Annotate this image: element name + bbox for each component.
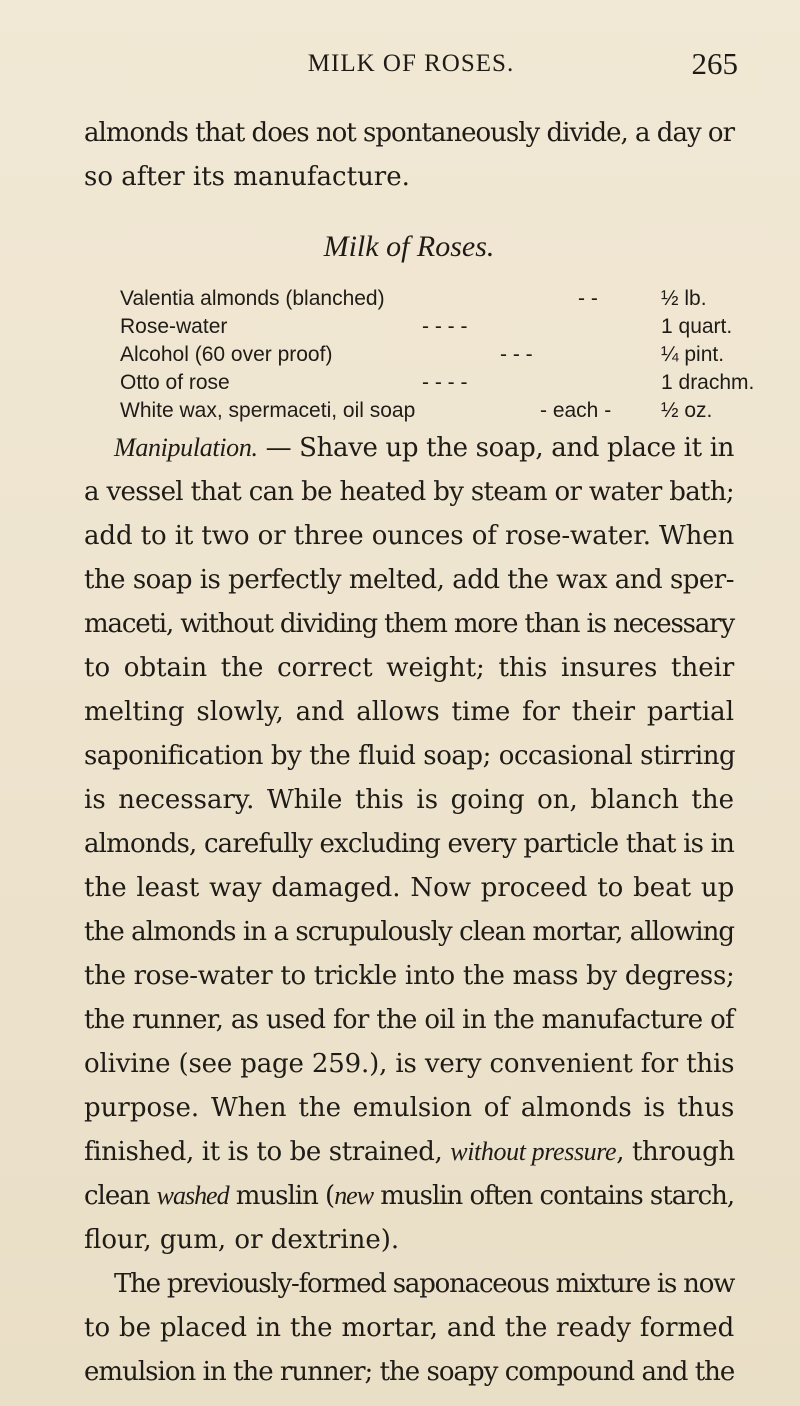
running-head-title: MILK OF ROSES.	[307, 50, 515, 77]
text-line: purpose. When the emulsion of almonds is thus	[84, 1093, 735, 1123]
text-line: maceti, without dividing them more than is necessary	[84, 609, 734, 639]
text-line: The previously-formed saponaceous mixture is now	[114, 1269, 735, 1299]
text-line: is necessary. While this is going on, blanch the	[84, 785, 734, 815]
emphasis: without pressure	[450, 1137, 617, 1166]
text-line: add to it two or three ounces of rose-water. When	[84, 521, 735, 551]
quantity: ½ lb.	[661, 287, 707, 310]
text-line: the runner, as used for the oil in the manufacture of	[84, 1005, 734, 1035]
recipe-row	[120, 341, 750, 369]
text-line: flour, gum, or dextrine).	[84, 1225, 400, 1255]
ingredient: Otto of rose	[120, 371, 230, 394]
recipe-heading: Milk of Roses.	[323, 230, 495, 263]
opening-paragraph	[84, 111, 734, 199]
leader-dashes: - - - -	[422, 315, 468, 338]
quantity: 1 drachm.	[661, 371, 755, 394]
quantity: ½ oz.	[661, 399, 713, 422]
text-line: to be placed in the mortar, and the ready formed	[84, 1313, 735, 1343]
manipulation-label: Manipulation.	[114, 433, 258, 462]
leader-dashes: - - -	[500, 343, 533, 366]
leader-dashes: - -	[578, 287, 598, 310]
text-line: almonds, carefully excluding every particle that is in	[84, 829, 734, 859]
emphasis: washed	[156, 1181, 229, 1210]
text-line: the rose-water to trickle into the mass by degress;	[84, 961, 735, 991]
leader-dashes: - each -	[540, 399, 612, 422]
text-line: finished, it is to be strained, without pressure, through	[84, 1137, 735, 1167]
text-line: olivine (see page 259.), is very convenient for this	[84, 1049, 735, 1079]
text-line: a vessel that can be heated by steam or water bath;	[84, 477, 734, 507]
ingredient: Rose-water	[120, 315, 228, 338]
recipe-row	[120, 397, 750, 425]
ingredient: Alcohol (60 over proof)	[120, 343, 333, 366]
text-line: melting slowly, and allows time for their partial	[84, 697, 735, 727]
recipe-list	[120, 285, 755, 425]
text-line: to obtain the correct weight; this insures their	[84, 653, 735, 683]
text-line: the least way damaged. Now proceed to beat up	[84, 873, 735, 903]
quantity: ¼ pint.	[661, 343, 725, 366]
text-line: Manipulation. — Shave up the soap, and place it in	[114, 433, 735, 463]
text-line: the almonds in a scrupulously clean mortar, allowing	[84, 917, 735, 947]
text-line: so after its manufacture.	[84, 162, 410, 192]
ingredient: White wax, spermaceti, oil soap	[120, 399, 416, 422]
text-line: saponification by the fluid soap; occasional stirring	[84, 741, 736, 771]
ingredient: Valentia almonds (blanched)	[120, 287, 385, 310]
running-head	[84, 46, 738, 86]
recipe-row	[120, 369, 755, 397]
recipe-row	[120, 285, 750, 313]
text-line: emulsion in the runner; the soapy compound and the	[84, 1357, 735, 1387]
page-number: 265	[691, 46, 738, 81]
quantity: 1 quart.	[661, 315, 733, 338]
manipulation-paragraph	[84, 426, 734, 1394]
text-line: the soap is perfectly melted, add the wax and sper-	[84, 565, 734, 595]
emphasis: new	[334, 1181, 374, 1210]
text-line: clean washed muslin (new muslin often contains starch,	[84, 1181, 735, 1211]
recipe-row	[120, 313, 750, 341]
leader-dashes: - - - -	[422, 371, 468, 394]
text-line: almonds that does not spontaneously divide, a day or	[84, 118, 734, 148]
